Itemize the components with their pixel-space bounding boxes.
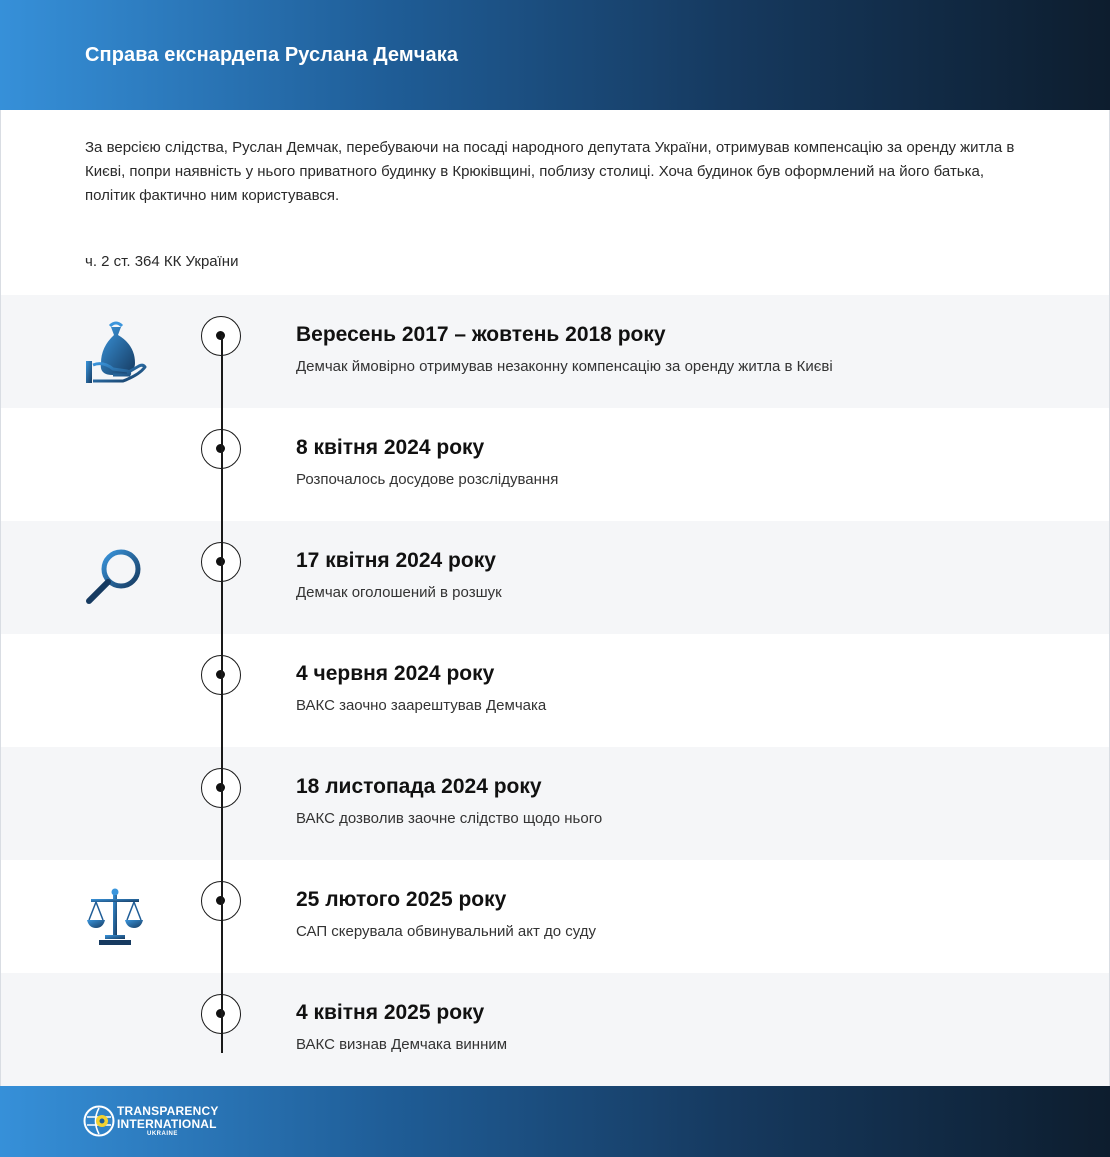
page-title: Справа екснардепа Руслана Демчака <box>85 44 459 66</box>
timeline-row <box>1 521 1109 634</box>
timeline-row <box>1 295 1109 408</box>
timeline-row <box>1 408 1109 521</box>
logo-line-2: INTERNATIONAL <box>117 1116 217 1131</box>
legal-article: ч. 2 ст. 364 КК України <box>85 253 239 270</box>
intro-paragraph: За версією слідства, Руслан Демчак, перебуваючи на посаді народного депутата України, отримував компенсацію за оренду житла в Києві, попри наявність у нього приватного будинку в Крюківщині, поблизу столиці. Хоча будинок був оформлений на його батька, політик фактично ним користувався. <box>85 139 1015 204</box>
event-date: 17 квітня 2024 року <box>296 549 496 572</box>
timeline-row <box>1 747 1109 860</box>
event-description: Розпочалось досудове розслідування <box>296 471 559 488</box>
event-date: 4 квітня 2025 року <box>296 1001 485 1024</box>
event-date: 4 червня 2024 року <box>296 662 495 685</box>
logo-line-1: TRANSPARENCY <box>117 1104 219 1118</box>
magnifier-icon <box>83 543 147 613</box>
timeline <box>1 295 1109 1086</box>
footer-banner <box>0 1086 1110 1157</box>
timeline-axis <box>221 335 223 1053</box>
event-description: ВАКС визнав Демчака винним <box>296 1036 508 1053</box>
event-description: САП скерувала обвинувальний акт до суду <box>296 923 597 940</box>
event-description: Демчак ймовірно отримував незаконну компенсацію за оренду житла в Києві <box>296 358 833 375</box>
event-description: ВАКС заочно заарештував Демчака <box>296 697 547 714</box>
ti-globe-icon <box>83 1105 115 1137</box>
event-date: Вересень 2017 – жовтень 2018 року <box>296 323 666 346</box>
event-description: Демчак оголошений в розшук <box>296 584 502 601</box>
timeline-row <box>1 973 1109 1086</box>
event-date: 25 лютого 2025 року <box>296 888 507 911</box>
logo-line-3: UKRAINE <box>147 1131 178 1137</box>
scales-of-justice-icon <box>83 882 147 952</box>
header-banner <box>0 0 1110 110</box>
event-description: ВАКС дозволив заочне слідство щодо нього <box>296 810 603 827</box>
event-date: 8 квітня 2024 року <box>296 436 485 459</box>
money-bag-hand-icon <box>83 317 147 387</box>
timeline-row <box>1 634 1109 747</box>
timeline-row <box>1 860 1109 973</box>
transparency-international-logo[interactable] <box>83 1103 233 1139</box>
event-date: 18 листопада 2024 року <box>296 775 542 798</box>
